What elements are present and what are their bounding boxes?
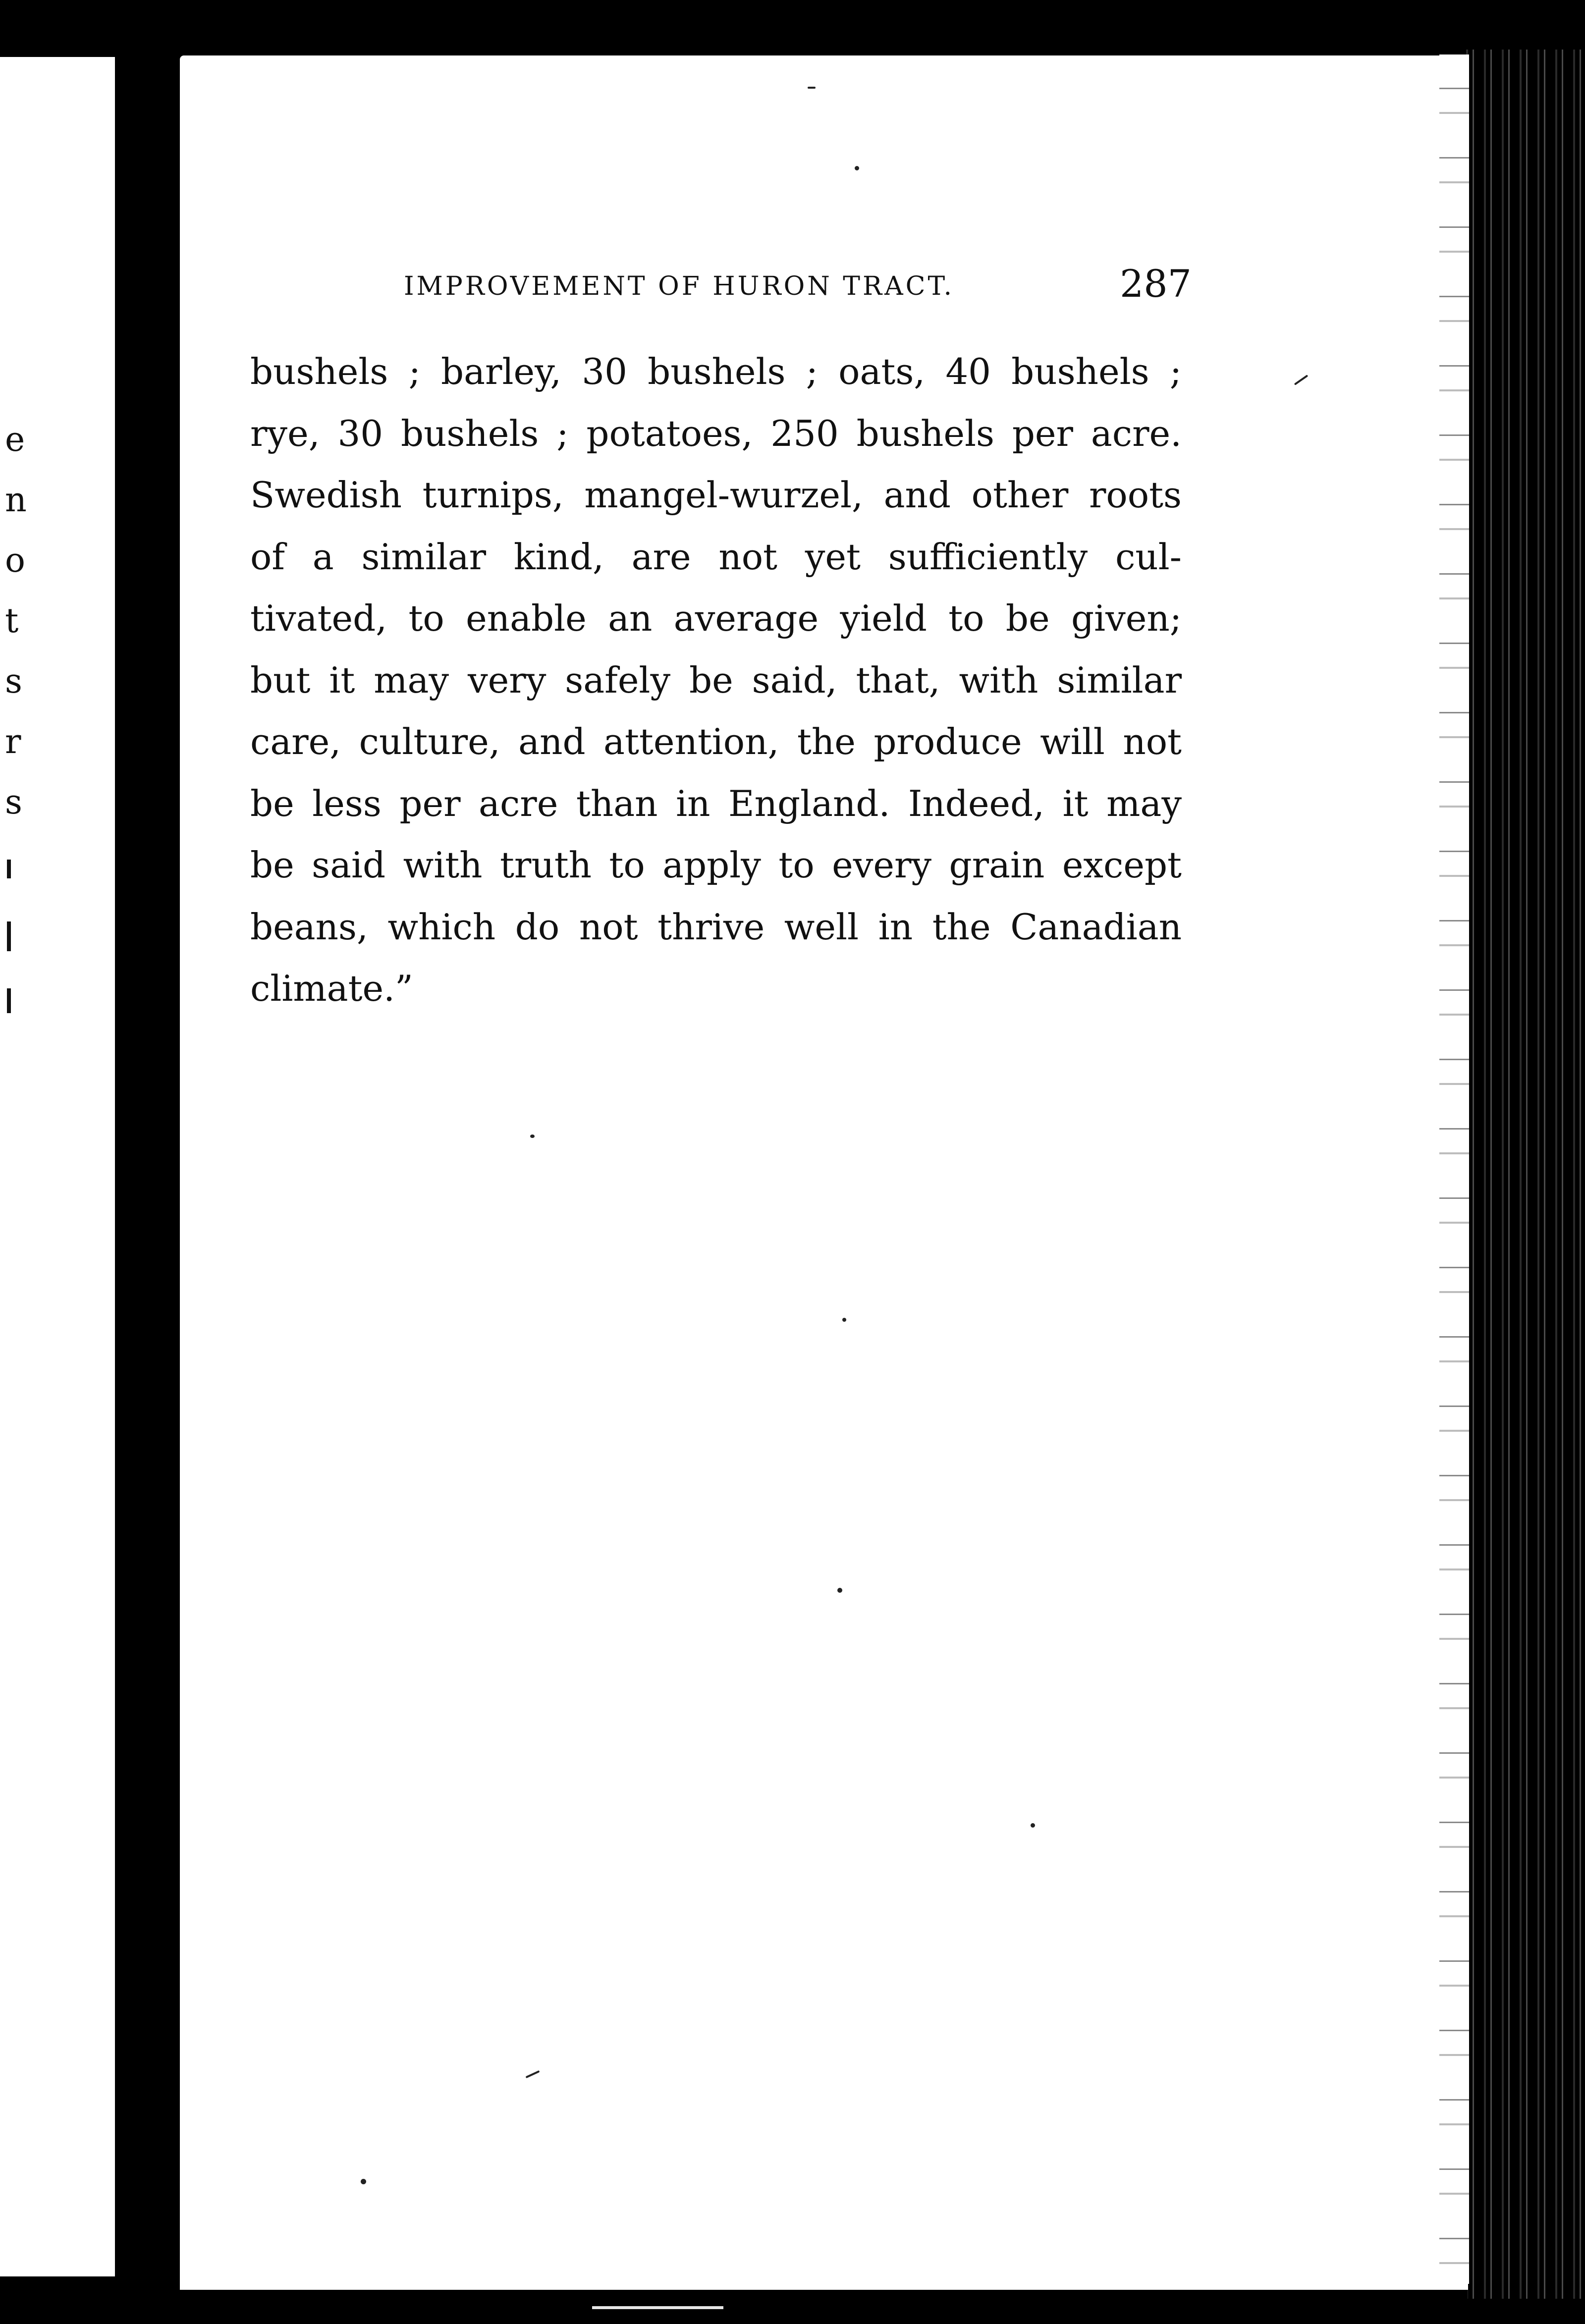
facing-page-fragment [7,921,11,951]
facing-page-sliver [0,57,115,2276]
facing-page-letters [5,410,45,833]
scan-speck [837,1588,842,1593]
running-head: IMPROVEMENT OF HURON TRACT. [404,271,955,301]
text-line: care, culture, and attention, the produce will not [250,721,1182,762]
facing-letter: o [5,541,25,580]
text-line: climate.” [250,968,413,1009]
facing-letter: s [5,662,22,701]
facing-letter: r [5,722,21,761]
text-line: beans, which do not thrive well in the Canadian [250,906,1182,948]
bottom-shadow [115,2290,1468,2324]
scan-speck [1031,1823,1035,1828]
scan-speck [361,2179,366,2184]
text-line: of a similar kind, are not yet sufficiently cul- [250,536,1182,578]
facing-page-fragment [7,988,11,1013]
text-line: rye, 30 bushels ; potatoes, 250 bushels per acre. [250,412,1182,454]
facing-letter: n [5,481,27,520]
text-line: Swedish turnips, mangel-wurzel, and other roots [250,474,1182,516]
scan-speck [842,1318,846,1322]
bottom-edge-mark [592,2306,723,2309]
body-text [250,341,1182,1020]
facing-letter: s [5,783,22,822]
text-line: be said with truth to apply to every grain except [250,844,1182,886]
facing-page-fragment [7,860,11,878]
scan-speck [808,87,816,89]
text-line: be less per acre than in England. Indeed, it may [250,782,1182,824]
facing-letter: t [5,601,19,641]
page-edge-texture [1439,54,1469,2284]
text-line: but it may very safely be said, that, with similar [250,659,1182,701]
text-line: tivated, to enable an average yield to be given; [250,597,1182,639]
facing-letter: e [5,420,25,459]
scan-speck [855,166,859,170]
scan-speck [530,1135,535,1138]
text-line: bushels ; barley, 30 bushels ; oats, 40 bushels ; [250,351,1182,392]
book-edge [1462,50,1585,2299]
page-header [404,262,1192,306]
page-number: 287 [1119,262,1192,306]
